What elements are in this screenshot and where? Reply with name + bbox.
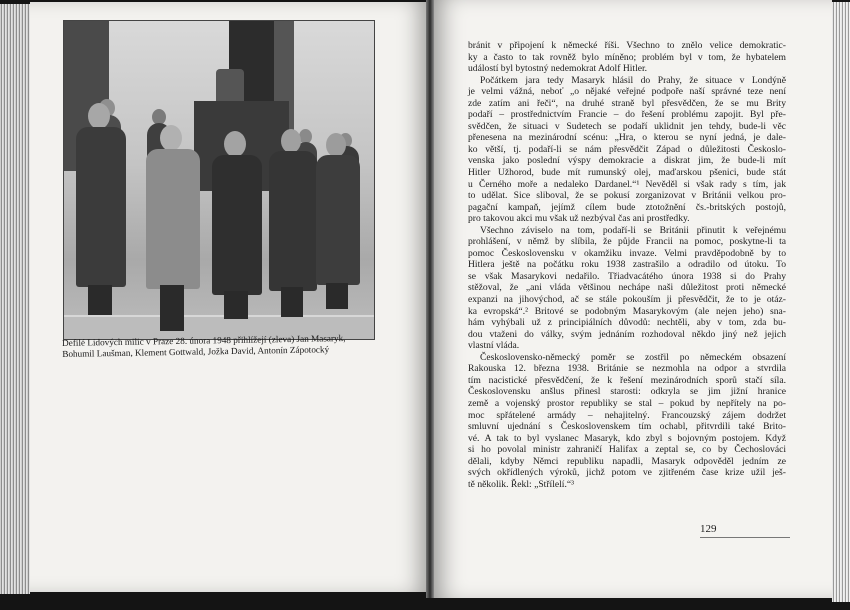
text-line: stěžoval, že „ani vláda většinou nechápe naši důležitost proti německé xyxy=(468,282,786,294)
text-line: si ho povolal ministr zahraničí Halifax a zeptal se, co by Čechoslováci xyxy=(468,444,786,456)
text-line: pomoc Československu v okamžiku invaze. Velmi pravděpodobně by to xyxy=(468,247,786,259)
text-line: Rakouska 12. března 1938. Británie se nezmohla na odpor a stvrdila xyxy=(468,363,786,375)
text-line: přenesena na mezinárodní scénu: „Hra, o kterou se nyní jedná, je dale- xyxy=(468,132,786,144)
page-number: 129 xyxy=(700,523,717,535)
photograph xyxy=(63,20,375,340)
text-line: pro takovou akci mu však už nezbýval čas ani prostředky. xyxy=(468,213,690,225)
page-number-rule xyxy=(700,537,790,538)
text-line: ka evropská“.² Britové se podobným Masarykovým (ale nejen jeho) sna- xyxy=(468,305,786,317)
text-line: ky a často to tak rovněž bylo míněno; problém byl v tom, že hybatelem xyxy=(468,51,786,63)
text-line: Hitler Užhorod, bude mít rumunský olej, maďarskou pšenici, bude stát xyxy=(468,167,786,179)
caption-line: Bohumil Laušman, Klement Gottwald, Jožka David, Antonín Zápotocký xyxy=(62,344,330,359)
text-line: pagační kampaň, jejímž cílem bude ztotožnění čs.-britských postojů, xyxy=(468,201,786,213)
text-line: svých okřídlených výroků, jichž potom ve zjitřeném čase krize užil ješ- xyxy=(468,467,786,479)
text-line: se však Masarykovi nedařilo. Třiadvacátého února 1938 si do Prahy xyxy=(468,270,786,282)
body-text xyxy=(468,40,786,490)
text-line: svědčen, že situaci v Sudetech se podaří uklidnit jen tehdy, bude-li věc xyxy=(468,120,786,132)
text-line: Počátkem jara tedy Masaryk hlásil do Prahy, že situace v Londýně xyxy=(480,74,786,86)
text-line: je velmi vážná, neboť „o nějaké veřejné podpoře naší správné teze není xyxy=(468,86,786,98)
text-line: expanzi na jihovýchod, ač se stále pokouším ji přesvědčit, že to je otáz- xyxy=(468,294,786,306)
text-line: tě několik. Řekl: „Střílelí.“³ xyxy=(468,478,574,490)
text-line: to udělat. Sice sliboval, že se pokusí zorganizovat v Británii velkou pro- xyxy=(468,190,786,202)
caption-line: Defilé Lidových milic v Praze 28. února 1948 přihlížejí (zleva) Jan Masaryk, xyxy=(62,333,346,348)
page-stack-left xyxy=(0,4,30,594)
text-line: venska jako poslední výspy demokracie a diskrat jim, že bude-li mít xyxy=(468,155,786,167)
page-stack-right xyxy=(832,2,850,602)
text-line: událostí byl bytostný nedemokrat Adolf Hitler. xyxy=(468,63,648,75)
text-line: země a vojenský prostor republiky se stal – pokud by nepřítely na po- xyxy=(468,397,786,409)
text-line: hám vyhýbali už z principiálních důvodů: nechtěli, aby v tom, zda bu- xyxy=(468,317,786,329)
text-line: dělali, kdyby Němci republiku napadli, Masaryk odpověděl jedním ze xyxy=(468,455,786,467)
text-line: u Černého moře a nedaleko Dardanel.“¹ Nevěděl si však rady s tím, jak xyxy=(468,178,786,190)
text-line: podaří – prostřednictvím Francie – do řešení problému zapojit. Byl pře- xyxy=(468,109,786,121)
text-line: prohlášení, v němž by slíbila, že půjde Francii na pomoc, poskytne-li ta xyxy=(468,236,786,248)
text-line: Všechno záviselo na tom, podaří-li se Británii přinutit k veřejnému xyxy=(480,224,786,236)
text-line: Československu anšlus přinesl starosti: odkryla se jim jižní hranice xyxy=(468,386,786,398)
text-line: Československo-německý poměr se zostřil po německém obsazení xyxy=(480,351,786,363)
text-line: vlastní vláda. xyxy=(468,340,520,352)
text-line: Hitlera ještě na počátku roku 1938 zastrašilo a odradilo od útoku. To xyxy=(468,259,786,271)
text-line: vé. A tak to byl vyslanec Masaryk, kdo zbyl s bojovným postojem. Když xyxy=(468,432,786,444)
text-line: tím nacistické přesvědčení, že k řešení mezinárodních sporů stačí síla. xyxy=(468,374,786,386)
text-line: moc spřátelené armády – nehajitelný. Francouzský zájem dodržet xyxy=(468,409,786,421)
text-line: dou vtaženi do války, svým jednáním rozhodoval někdo jiný než jejich xyxy=(468,328,786,340)
text-line: zde zatím ani řeči“, na druhé straně byl přesvědčen, že se mu Brity xyxy=(468,97,786,109)
text-line: smluvní ujednání s Československem tím ochabl, přitvrdili také Brito- xyxy=(468,421,786,433)
text-line: bránit v připojení k německé říši. Všechno to znělo velice demokratic- xyxy=(468,40,786,51)
book-gutter xyxy=(426,0,434,598)
text-line: ko větší, tj. podaří-li se nám přesvědčit Západ o důležitosti Českoslo- xyxy=(468,143,786,155)
